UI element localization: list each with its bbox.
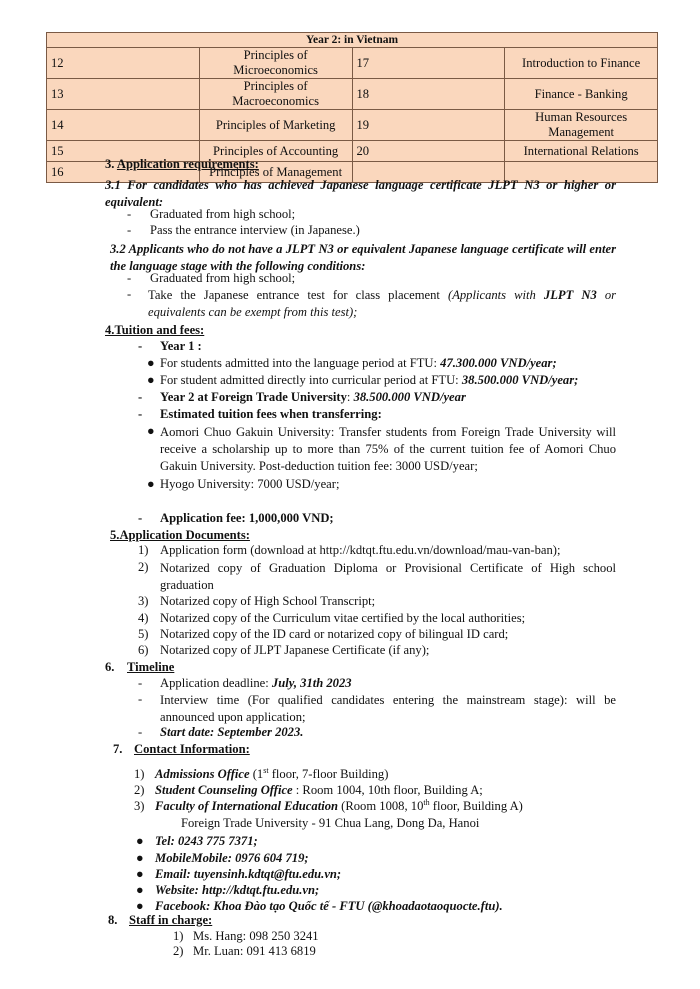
list-number: 5) <box>138 627 149 641</box>
bullet: ● <box>147 373 155 387</box>
section-7-heading: Contact Information: <box>134 742 250 756</box>
document-item: Application form (download at http://kdtqt.ftu.edu.vn/download/mau-van-ban); <box>160 543 561 557</box>
list-item: - <box>138 692 143 706</box>
list-number: 1) <box>138 543 149 557</box>
list-number: 3) <box>134 799 145 813</box>
mobile: MobileMobile: 0976 604 719; <box>155 851 309 865</box>
deadline: Application deadline: July, 31th 2023 <box>160 676 352 690</box>
address: Foreign Trade University - 91 Chua Lang, Dong Da, Hanoi <box>181 816 480 830</box>
course-name: Principles of Macroeconomics <box>199 79 352 110</box>
list-item: - <box>127 223 132 237</box>
course-number: 15 <box>47 141 200 162</box>
list-number: 4) <box>138 611 149 625</box>
course-number: 14 <box>47 110 200 141</box>
document-item: Notarized copy of the ID card or notarized copy of bilingual ID card; <box>160 627 509 641</box>
document-item: Notarized copy of Graduation Diploma or Provisional Certificate of High school graduation <box>160 561 616 592</box>
table-row <box>47 48 658 79</box>
section-number: 8. <box>108 913 118 927</box>
bullet: ● <box>136 867 144 881</box>
table-row <box>47 110 658 141</box>
section-number: 7. <box>113 742 123 756</box>
list-item: Graduated from high school; <box>150 271 296 285</box>
list-item: - <box>138 390 143 404</box>
website: Website: http://kdtqt.ftu.edu.vn; <box>155 883 320 897</box>
facebook: Facebook: Khoa Đào tạo Quốc tế - FTU (@khoadaotaoquocte.ftu). <box>155 899 503 913</box>
table-header: Year 2: in Vietnam <box>47 33 658 48</box>
tuition-item: For students admitted into the language period at FTU: 47.300.000 VND/year; <box>160 356 557 370</box>
list-item: - <box>138 339 143 353</box>
list-number: 3) <box>138 594 149 608</box>
year-1-label: Year 1 : <box>160 339 202 353</box>
year-2-fee: Year 2 at Foreign Trade University: 38.500.000 VND/year <box>160 390 466 404</box>
course-number: 20 <box>352 141 505 162</box>
list-item: - <box>138 511 143 525</box>
course-name: Introduction to Finance <box>505 48 658 79</box>
bullet: ● <box>147 356 155 370</box>
course-number: 18 <box>352 79 505 110</box>
document-item: Notarized copy of JLPT Japanese Certificate (if any); <box>160 643 430 657</box>
list-number: 1) <box>134 767 145 781</box>
aomori-fee: Aomori Chuo Gakuin University: Transfer students from Foreign Trade University will receive a scholarship up to more than 75% of the current tuition fee of Aomori Chuo Gakuin University. Post-deduction tuition fee: 3000 USD/year; <box>160 425 616 473</box>
phone: Tel: 0243 775 7371; <box>155 834 258 848</box>
application-fee: Application fee: 1,000,000 VND; <box>160 511 334 525</box>
list-number: 2) <box>138 560 149 574</box>
start-date: Start date: September 2023. <box>160 725 304 739</box>
list-number: 1) <box>173 929 184 943</box>
course-number: 19 <box>352 110 505 141</box>
course-name: Human Resources Management <box>505 110 658 141</box>
subsection-3-1: 3.1 For candidates who has achieved Japanese language certificate JLPT N3 or higher or equivalent: <box>105 178 616 209</box>
course-number: 16 <box>47 162 200 183</box>
course-name: Finance - Banking <box>505 79 658 110</box>
section-number: 6. <box>105 660 115 674</box>
bullet: ● <box>136 883 144 897</box>
document-item: Notarized copy of the Curriculum vitae certified by the local authorities; <box>160 611 526 625</box>
email: Email: tuyensinh.kdtqt@ftu.edu.vn; <box>155 867 342 881</box>
bullet: ● <box>147 424 155 438</box>
list-item: - <box>127 271 132 285</box>
bullet: ● <box>136 834 144 848</box>
subsection-3-2: 3.2 Applicants who do not have a JLPT N3 or equivalent Japanese language certificate will enter the language stage with the following conditions: <box>110 242 616 273</box>
tuition-item: For student admitted directly into curricular period at FTU: 38.500.000 VND/year; <box>160 373 579 387</box>
list-number: 2) <box>173 944 184 958</box>
staff-contact: Mr. Luan: 091 413 6819 <box>193 944 316 958</box>
section-8-heading: Staff in charge: <box>129 913 213 927</box>
course-name: International Relations <box>505 141 658 162</box>
list-item: Graduated from high school; <box>150 207 296 221</box>
transfer-fees-label: Estimated tuition fees when transferring: <box>160 407 382 421</box>
list-item: - <box>138 407 143 421</box>
section-4-heading: 4.Tuition and fees: <box>105 323 205 337</box>
bullet: ● <box>136 899 144 913</box>
course-number: 17 <box>352 48 505 79</box>
document-item: Notarized copy of High School Transcript; <box>160 594 376 608</box>
list-item: - <box>138 725 143 739</box>
list-item: - <box>138 676 143 690</box>
section-number: 3. <box>105 157 115 171</box>
section-3-heading <box>105 157 259 172</box>
course-name: Principles of Marketing <box>199 110 352 141</box>
list-number: 6) <box>138 643 149 657</box>
list-item: Pass the entrance interview (in Japanese.) <box>150 223 360 237</box>
section-title: Application requirements: <box>116 157 259 171</box>
section-5-heading: 5.Application Documents: <box>110 528 250 542</box>
hyogo-fee: Hyogo University: 7000 USD/year; <box>160 477 340 491</box>
course-name: Principles of Management <box>199 162 352 183</box>
interview-time: Interview time (For qualified candidates entering the mainstream stage): will be announced upon application; <box>160 693 616 724</box>
list-item: - <box>127 207 132 221</box>
bullet: ● <box>136 851 144 865</box>
list-item: Take the Japanese entrance test for class placement (Applicants with JLPT N3 or equivalents can be exempt from this test); <box>148 288 617 319</box>
faculty-office: Faculty of International Education (Room 1008, 10th floor, Building A) <box>155 797 523 813</box>
course-number: 12 <box>47 48 200 79</box>
list-item: - <box>127 287 132 301</box>
admissions-office: Admissions Office (1st floor, 7-floor Building) <box>155 765 389 781</box>
table-row <box>47 79 658 110</box>
course-number: 13 <box>47 79 200 110</box>
section-6-heading: Timeline <box>127 660 175 674</box>
staff-contact: Ms. Hang: 098 250 3241 <box>193 929 319 943</box>
bullet: ● <box>147 477 155 491</box>
list-number: 2) <box>134 783 145 797</box>
course-name: Principles of Accounting <box>199 141 352 162</box>
course-name: Principles of Microeconomics <box>199 48 352 79</box>
counseling-office: Student Counseling Office : Room 1004, 10th floor, Building A; <box>155 783 483 797</box>
